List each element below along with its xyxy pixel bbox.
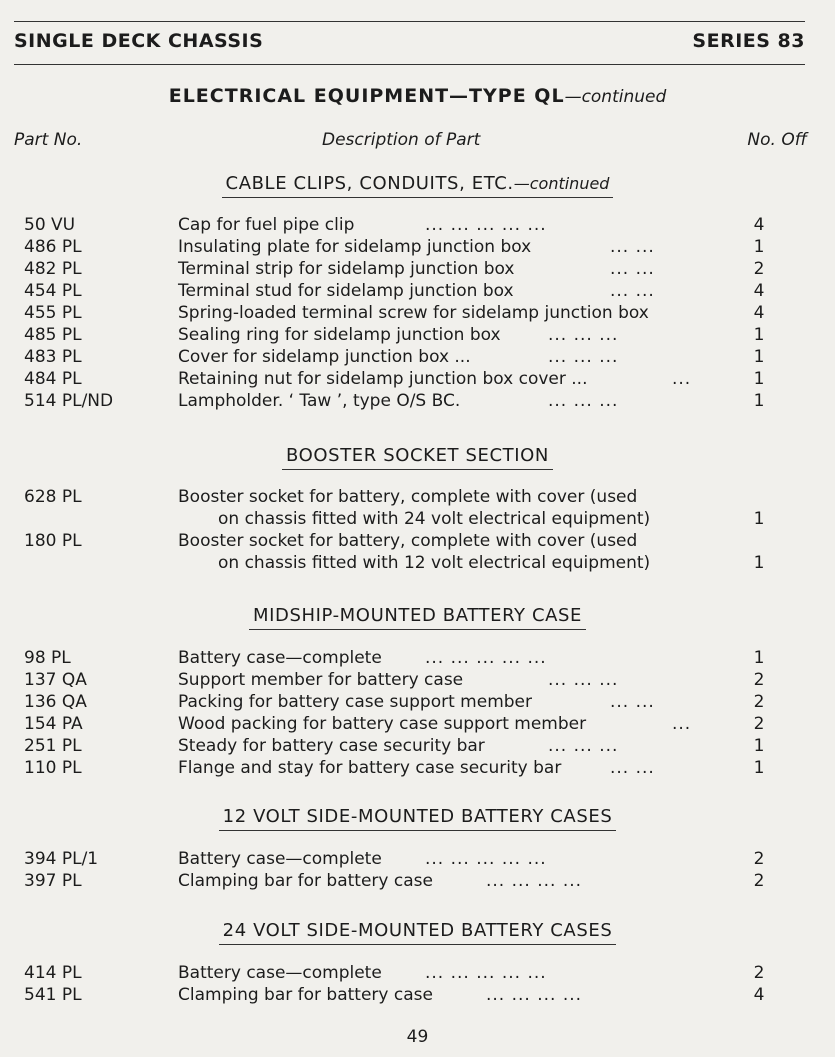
table-row — [0, 871, 835, 893]
table-row — [0, 369, 835, 391]
quantity: 1 — [753, 325, 765, 345]
quantity: 4 — [753, 281, 765, 301]
part-description: Battery case—complete — [178, 849, 382, 869]
quantity: 2 — [753, 849, 765, 869]
part-number: 98 PL — [24, 648, 71, 668]
page-title-suffix: —continued — [564, 87, 667, 107]
part-description: Spring-loaded terminal screw for sidelamp junction box — [178, 303, 649, 323]
table-row — [0, 487, 835, 509]
part-number: 154 PA — [24, 714, 83, 734]
part-description: Clamping bar for battery case — [178, 871, 433, 891]
leader-dots: ... ... ... ... ... — [425, 648, 547, 668]
leader-dots: ... — [672, 369, 692, 389]
table-row — [0, 736, 835, 758]
part-description: Clamping bar for battery case — [178, 985, 433, 1005]
leader-dots: ... ... ... — [548, 391, 619, 411]
part-description: Support member for battery case — [178, 670, 464, 690]
part-number: 110 PL — [24, 758, 82, 778]
part-description: Packing for battery case support member — [178, 692, 532, 712]
part-number: 50 VU — [24, 215, 76, 235]
series-heading: SERIES 83 — [692, 30, 805, 52]
leader-dots: ... ... — [610, 237, 655, 257]
part-number: 251 PL — [24, 736, 82, 756]
leader-dots: ... ... ... — [548, 347, 619, 367]
leader-dots: ... ... ... ... — [486, 871, 583, 891]
part-number: 484 PL — [24, 369, 82, 389]
part-description: Terminal stud for sidelamp junction box — [178, 281, 514, 301]
section-title-text: MIDSHIP-MOUNTED BATTERY CASE — [249, 605, 586, 630]
part-number: 454 PL — [24, 281, 82, 301]
part-number: 180 PL — [24, 531, 82, 551]
part-number: 394 PL/1 — [24, 849, 99, 869]
leader-dots: ... ... ... ... — [486, 985, 583, 1005]
section-title-text: 12 VOLT SIDE-MOUNTED BATTERY CASES — [219, 806, 617, 831]
part-number: 514 PL/ND — [24, 391, 114, 411]
quantity: 4 — [753, 985, 765, 1005]
quantity: 1 — [753, 736, 765, 756]
table-row — [0, 849, 835, 871]
quantity: 2 — [753, 692, 765, 712]
part-description: Retaining nut for sidelamp junction box cover ... — [178, 369, 588, 389]
leader-dots: ... ... ... — [548, 736, 619, 756]
leader-dots: ... ... — [610, 692, 655, 712]
section-title-text: BOOSTER SOCKET SECTION — [282, 445, 553, 470]
section-title-midship-battery — [0, 605, 835, 630]
quantity: 1 — [753, 648, 765, 668]
page-title-text: ELECTRICAL EQUIPMENT—TYPE QL — [168, 85, 565, 107]
leader-dots: ... ... ... — [548, 670, 619, 690]
section-title-cable-clips — [0, 173, 835, 198]
section-title-text: CABLE CLIPS, CONDUITS, ETC. — [225, 173, 514, 194]
section-title-24v-battery — [0, 920, 835, 945]
column-header-description: Description of Part — [322, 130, 481, 150]
part-description-continued: on chassis fitted with 24 volt electrical equipment) — [218, 509, 651, 529]
section-title-booster-socket — [0, 445, 835, 470]
table-row-quantity — [0, 553, 835, 575]
leader-dots: ... ... — [610, 281, 655, 301]
part-description: Sealing ring for sidelamp junction box — [178, 325, 501, 345]
part-description: Steady for battery case security bar — [178, 736, 485, 756]
table-row — [0, 391, 835, 413]
part-number: 136 QA — [24, 692, 87, 712]
leader-dots: ... ... ... ... ... — [425, 849, 547, 869]
table-row — [0, 758, 835, 780]
chassis-heading: SINGLE DECK CHASSIS — [14, 30, 264, 52]
quantity: 2 — [753, 963, 765, 983]
table-row — [0, 670, 835, 692]
leader-dots: ... ... ... ... ... — [425, 215, 547, 235]
quantity: 4 — [753, 215, 765, 235]
table-row-quantity — [0, 509, 835, 531]
leader-dots: ... ... ... ... ... — [425, 963, 547, 983]
part-number: 414 PL — [24, 963, 82, 983]
part-number: 455 PL — [24, 303, 82, 323]
part-number: 628 PL — [24, 487, 82, 507]
quantity: 1 — [753, 391, 765, 411]
part-description: Cover for sidelamp junction box ... — [178, 347, 471, 367]
quantity: 2 — [753, 259, 765, 279]
part-description: Battery case—complete — [178, 963, 382, 983]
section-title-text: 24 VOLT SIDE-MOUNTED BATTERY CASES — [219, 920, 617, 945]
part-description: Booster socket for battery, complete with cover (used — [178, 531, 638, 551]
table-row — [0, 648, 835, 670]
quantity: 2 — [753, 714, 765, 734]
quantity: 1 — [753, 758, 765, 778]
leader-dots: ... ... — [610, 758, 655, 778]
quantity: 1 — [753, 509, 765, 529]
quantity: 1 — [753, 347, 765, 367]
page-title — [0, 85, 835, 107]
leader-dots: ... ... — [610, 259, 655, 279]
table-row — [0, 237, 835, 259]
header-rule — [14, 64, 805, 65]
quantity: 4 — [753, 303, 765, 323]
section-title-suffix: —continued — [513, 174, 610, 193]
quantity: 1 — [753, 237, 765, 257]
table-row — [0, 692, 835, 714]
part-description: Booster socket for battery, complete with cover (used — [178, 487, 638, 507]
quantity: 2 — [753, 670, 765, 690]
part-number: 483 PL — [24, 347, 82, 367]
table-row — [0, 531, 835, 553]
quantity: 2 — [753, 871, 765, 891]
leader-dots: ... — [672, 714, 692, 734]
part-number: 486 PL — [24, 237, 82, 257]
page-number: 49 — [406, 1027, 429, 1047]
part-description: Wood packing for battery case support member — [178, 714, 587, 734]
table-row — [0, 714, 835, 736]
part-description: Cap for fuel pipe clip — [178, 215, 355, 235]
table-row — [0, 303, 835, 325]
part-description: Lampholder. ‘ Taw ’, type O/S BC. — [178, 391, 461, 411]
part-description: Flange and stay for battery case security bar — [178, 758, 562, 778]
running-header — [14, 30, 805, 54]
part-number: 541 PL — [24, 985, 82, 1005]
quantity: 1 — [753, 553, 765, 573]
column-header-part-no: Part No. — [14, 130, 83, 150]
part-description: Insulating plate for sidelamp junction box — [178, 237, 532, 257]
table-row — [0, 985, 835, 1007]
part-description-continued: on chassis fitted with 12 volt electrical equipment) — [218, 553, 651, 573]
part-description: Terminal strip for sidelamp junction box — [178, 259, 515, 279]
table-row — [0, 347, 835, 369]
part-description: Battery case—complete — [178, 648, 382, 668]
top-rule — [14, 21, 805, 22]
part-number: 482 PL — [24, 259, 82, 279]
leader-dots: ... ... ... — [548, 325, 619, 345]
section-title-12v-battery — [0, 806, 835, 831]
part-number: 137 QA — [24, 670, 87, 690]
table-row — [0, 259, 835, 281]
part-number: 397 PL — [24, 871, 82, 891]
table-row — [0, 281, 835, 303]
quantity: 1 — [753, 369, 765, 389]
table-row — [0, 325, 835, 347]
part-number: 485 PL — [24, 325, 82, 345]
table-row — [0, 963, 835, 985]
column-header-no-off: No. Off — [747, 130, 807, 150]
table-row — [0, 215, 835, 237]
